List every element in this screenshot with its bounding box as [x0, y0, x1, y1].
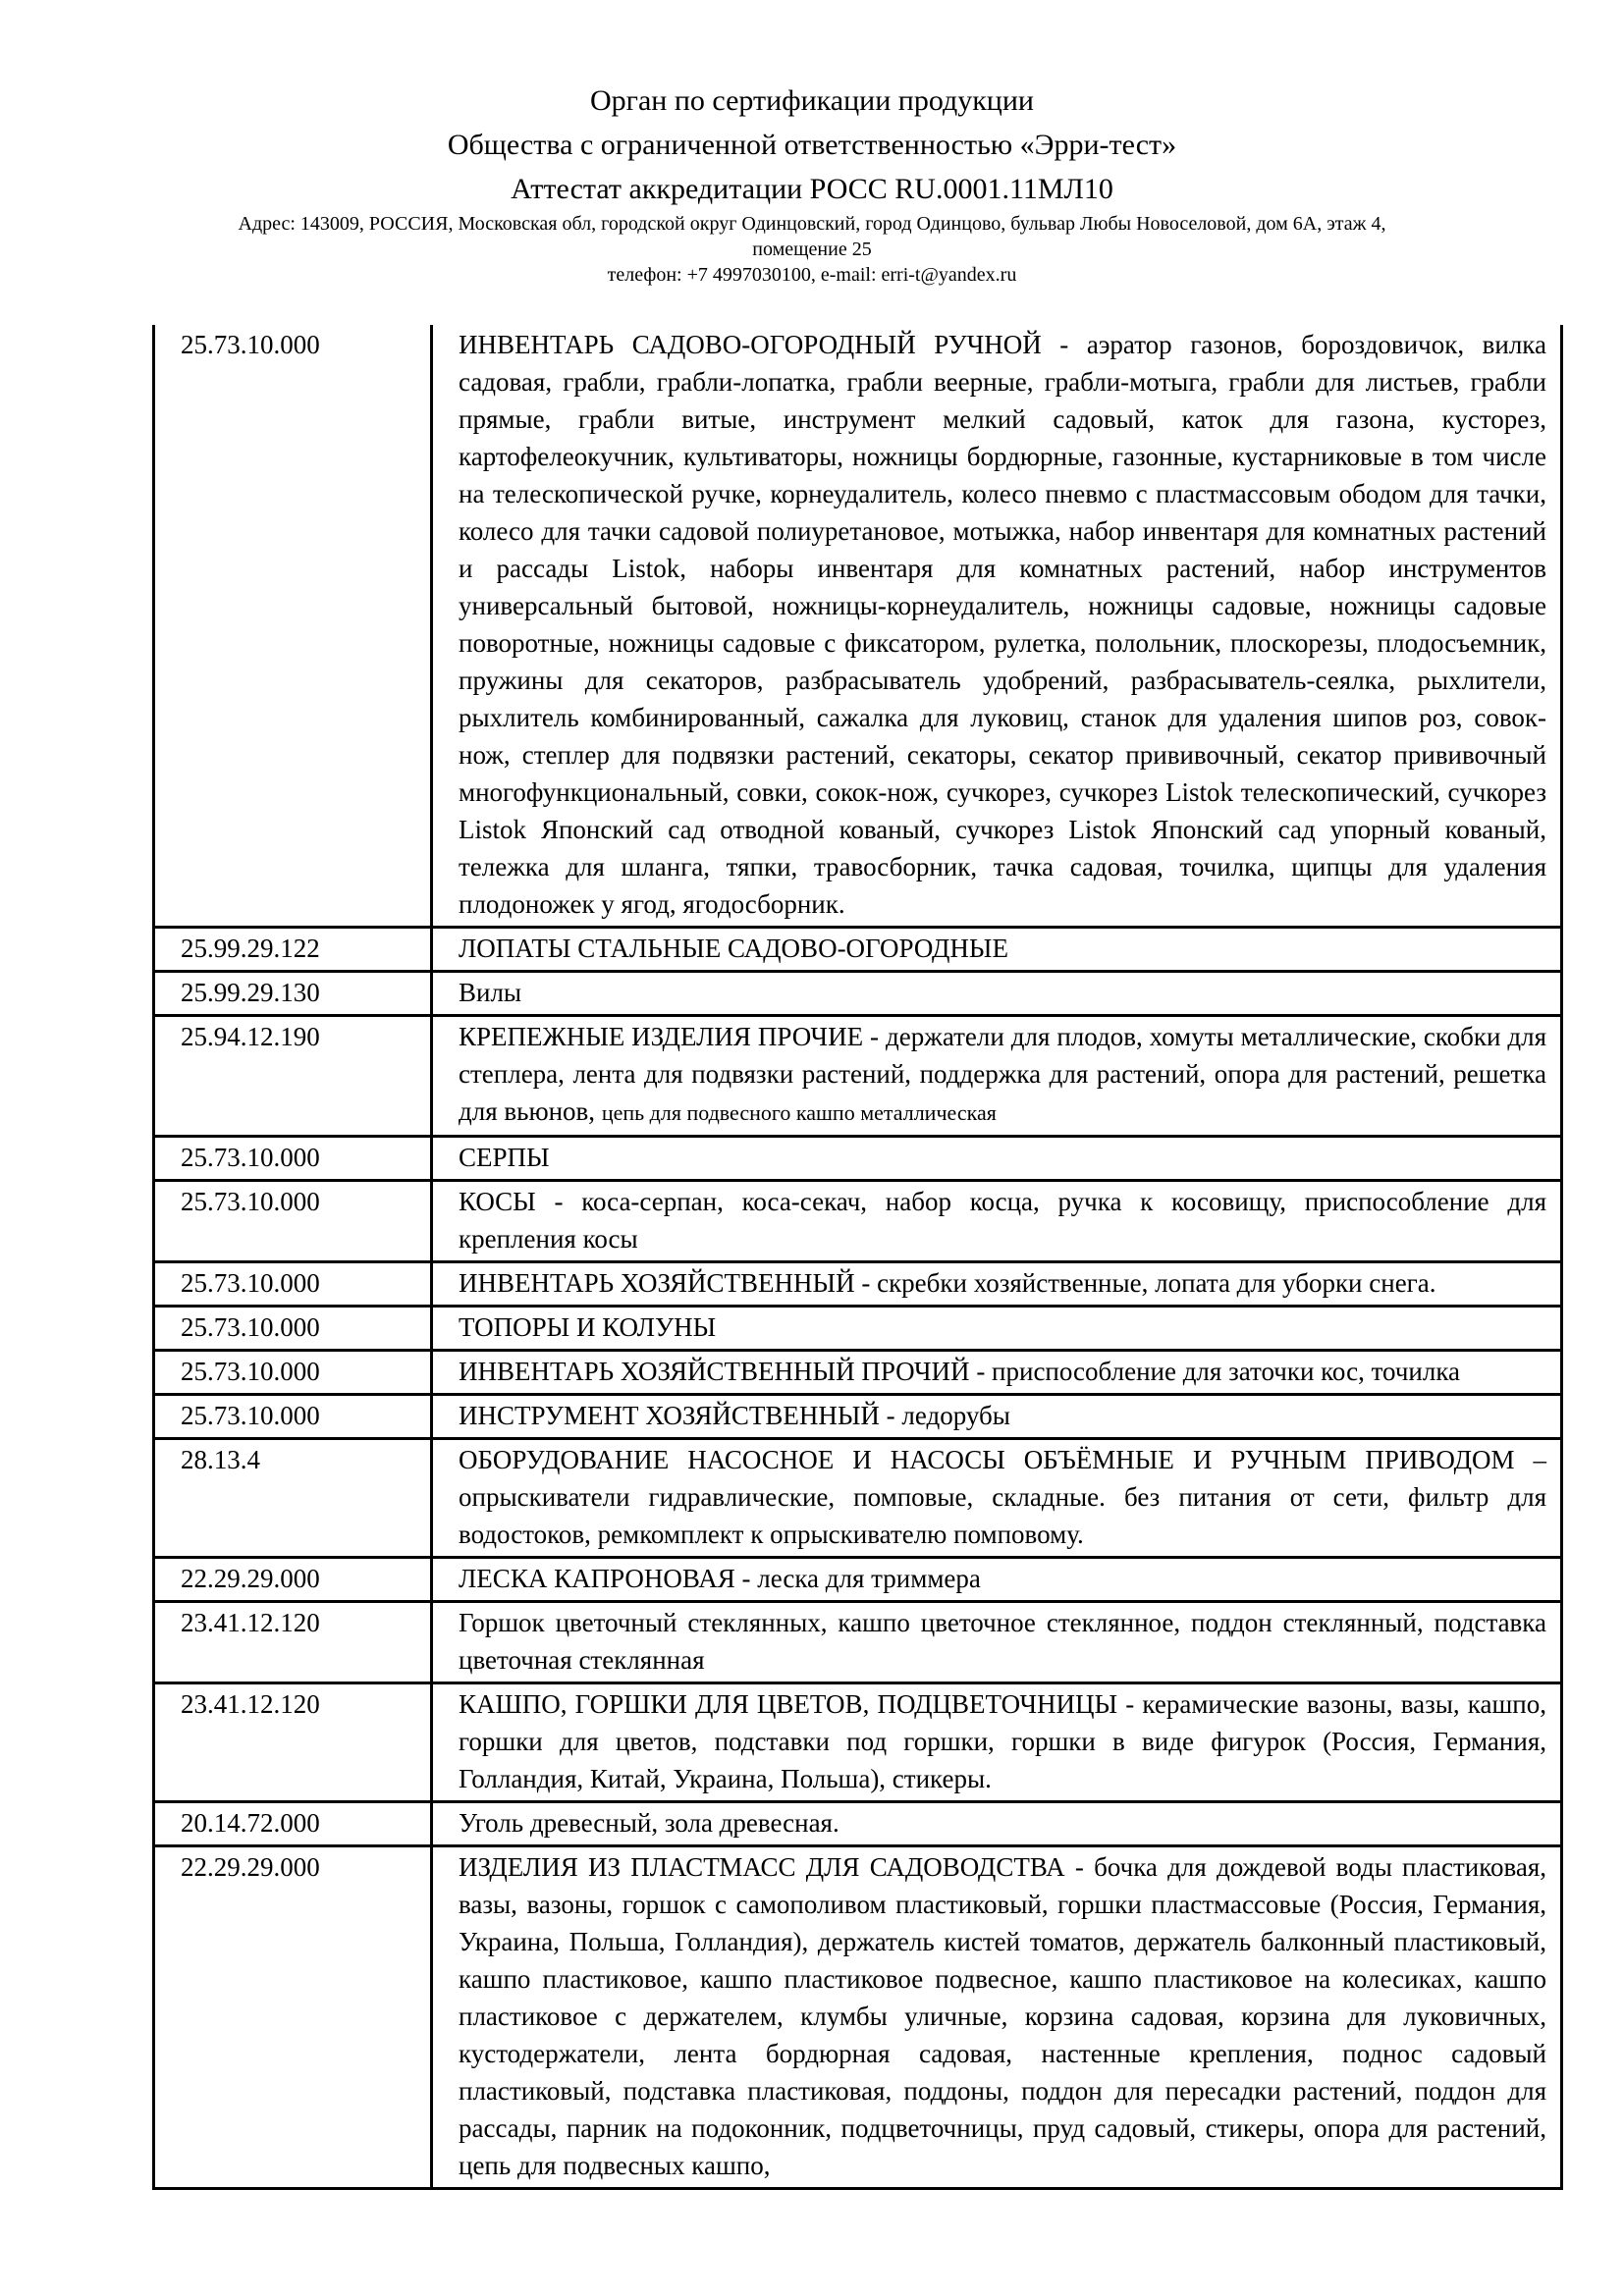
table-row — [154, 1683, 1562, 1802]
product-description — [432, 1846, 1562, 2189]
category-title: ОБОРУДОВАНИЕ НАСОСНОЕ И НАСОСЫ ОБЪЁМНЫЕ И РУЧНЫМ ПРИВОДОМ — [459, 1445, 1515, 1474]
category-title: ТОПОРЫ И КОЛУНЫ — [459, 1312, 717, 1342]
product-description — [432, 1307, 1562, 1351]
category-title: КАШПО, ГОРШКИ ДЛЯ ЦВЕТОВ, ПОДЦВЕТОЧНИЦЫ — [459, 1689, 1118, 1719]
table-row — [154, 1395, 1562, 1439]
product-code: 25.73.10.000 — [154, 325, 432, 928]
table-row — [154, 928, 1562, 972]
table-row — [154, 325, 1562, 928]
category-title: ЛЕСКА КАПРОНОВАЯ — [459, 1564, 735, 1593]
category-title: ИНВЕНТАРЬ САДОВО-ОГОРОДНЫЙ РУЧНОЙ — [459, 330, 1042, 359]
description-text: - коса-серпан, коса-секач, набор косца, ручка к косовищу, приспособление для крепления косы — [459, 1187, 1546, 1254]
description-text: - скребки хозяйственные, лопата для уборки снега. — [854, 1268, 1436, 1298]
product-code: 25.73.10.000 — [154, 1351, 432, 1395]
product-code: 22.29.29.000 — [154, 1558, 432, 1602]
product-description — [432, 1351, 1562, 1395]
table-row — [154, 1802, 1562, 1846]
product-code: 25.73.10.000 — [154, 1181, 432, 1262]
product-code: 25.73.10.000 — [154, 1137, 432, 1181]
category-title: ЛОПАТЫ СТАЛЬНЫЕ САДОВО-ОГОРОДНЫЕ — [459, 934, 1008, 963]
table-row — [154, 1016, 1562, 1137]
product-description — [432, 972, 1562, 1016]
address-line-2: помещение 25 — [752, 239, 872, 260]
products-table — [152, 325, 1563, 2190]
category-title: ИНСТРУМЕНТ ХОЗЯЙСТВЕННЫЙ — [459, 1401, 880, 1430]
product-code: 23.41.12.120 — [154, 1602, 432, 1683]
table-row — [154, 972, 1562, 1016]
description-text: Уголь древесный, зола древесная. — [459, 1808, 839, 1838]
category-title: ИНВЕНТАРЬ ХОЗЯЙСТВЕННЫЙ — [459, 1268, 855, 1298]
product-description — [432, 1439, 1562, 1558]
product-description — [432, 1137, 1562, 1181]
product-description — [432, 1683, 1562, 1802]
table-row — [154, 1558, 1562, 1602]
certification-body-title: Орган по сертификации продукции — [590, 84, 1034, 117]
organization-name: Общества с ограниченной ответственностью «Эрри-тест» — [447, 129, 1177, 161]
description-text: Вилы — [459, 978, 522, 1007]
description-text: - приспособление для заточки кос, точилка — [969, 1357, 1461, 1386]
document-header — [0, 79, 1624, 288]
product-description — [432, 1181, 1562, 1262]
product-code: 23.41.12.120 — [154, 1683, 432, 1802]
product-description — [432, 1802, 1562, 1846]
product-code: 20.14.72.000 — [154, 1802, 432, 1846]
product-code: 25.73.10.000 — [154, 1395, 432, 1439]
contact-line: телефон: +7 4997030100, e-mail: erri-t@yandex.ru — [607, 264, 1017, 286]
category-title: СЕРПЫ — [459, 1143, 550, 1172]
description-text-small: цепь для подвесного кашпо металлическая — [601, 1100, 997, 1125]
products-table-body — [154, 325, 1562, 2189]
table-row — [154, 1262, 1562, 1307]
product-code: 25.73.10.000 — [154, 1262, 432, 1307]
product-code: 25.73.10.000 — [154, 1307, 432, 1351]
product-description — [432, 1395, 1562, 1439]
category-title: ИЗДЕЛИЯ ИЗ ПЛАСТМАСС ДЛЯ САДОВОДСТВА — [459, 1852, 1065, 1882]
table-row — [154, 1307, 1562, 1351]
table-row — [154, 1439, 1562, 1558]
product-description — [432, 928, 1562, 972]
table-row — [154, 1602, 1562, 1683]
address-line-1: Адрес: 143009, РОССИЯ, Московская обл, городской округ Одинцовский, город Одинцово, бульвар Любы Новоселовой, дом 6А, этаж 4, — [238, 213, 1386, 235]
category-title: КРЕПЕЖНЫЕ ИЗДЕЛИЯ ПРОЧИЕ — [459, 1022, 864, 1051]
table-row — [154, 1351, 1562, 1395]
description-text: - держатели для плодов, хомуты металлические, скобки для степлера, лента для подвязки растений, поддержка для растений, опора для растений, решетка для вьюнов, — [459, 1022, 1546, 1126]
category-title: ИНВЕНТАРЬ ХОЗЯЙСТВЕННЫЙ ПРОЧИЙ — [459, 1357, 970, 1386]
product-code: 25.99.29.130 — [154, 972, 432, 1016]
accreditation-certificate: Аттестат аккредитации РОСС RU.0001.11МЛ10 — [511, 173, 1113, 205]
product-description — [432, 1016, 1562, 1137]
description-text: - бочка для дождевой воды пластиковая, вазы, вазоны, горшок с самополивом пластиковый, горшки пластмассовые (Россия, Германия, Украина, Польша, Голландия), держатель кистей томатов, держатель балконный пластиковый, кашпо пластиковое, кашпо пластиковое подвесное, кашпо пластиковое на колесиках, кашпо пластиковое с держателем, клумбы уличные, корзина садовая, корзина для луковичных, кустодержатели, лента бордюрная садовая, настенные крепления, поднос садовый пластиковый, подставка пластиковая, поддоны, поддон для пересадки растений, поддон для рассады, парник на подоконник, подцветочницы, пруд садовый, стикеры, опора для растений, цепь для подвесных кашпо, — [459, 1852, 1546, 2180]
description-text: - ледорубы — [879, 1401, 1010, 1430]
product-code: 25.99.29.122 — [154, 928, 432, 972]
description-text: - леска для триммера — [734, 1564, 981, 1593]
description-text: – опрыскиватели гидравлические, помповые, складные. без питания от сети, фильтр для водостоков, ремкомплект к опрыскивателю помповому. — [459, 1445, 1546, 1549]
product-code: 22.29.29.000 — [154, 1846, 432, 2189]
description-text: - аэратор газонов, бороздовичок, вилка садовая, грабли, грабли-лопатка, грабли веерные, грабли-мотыга, грабли для листьев, грабли прямые, грабли витые, инструмент мелкий садовый, каток для газона, кусторез, картофелеокучник, культиваторы, ножницы бордюрные, газонные, кустарниковые в том числе на телескопической ручке, корнеудалитель, колесо пневмо с пластмассовым ободом для тачки, колесо для тачки садовой полиуретановое, мотыжка, набор инвентаря для комнатных растений и рассады Listok, наборы инвентаря для комнатных растений, набор инструментов универсальный бытовой, ножницы-корнеудалитель, ножницы садовые, ножницы садовые поворотные, ножницы садовые с фиксатором, рулетка, полольник, плоскорезы, плодосъемник, пружины для секаторов, разбрасыватель удобрений, разбрасыватель-сеялка, рыхлители, рыхлитель комбинированный, сажалка для луковиц, станок для удаления шипов роз, совок-нож, степлер для подвязки растений, секаторы, секатор прививочный, секатор прививочный многофункциональный, совки, сокок-нож, сучкорез, сучкорез Listok телескопический, сучкорез Listok Японский сад отводной кованый, сучкорез Listok Японский сад упорный кованый, тележка для шланга, тяпки, травосборник, тачка садовая, точилка, щипцы для удаления плодоножек у ягод, ягодосборник. — [459, 330, 1546, 919]
table-row — [154, 1181, 1562, 1262]
category-title: КОСЫ — [459, 1187, 536, 1216]
table-row — [154, 1137, 1562, 1181]
product-description — [432, 1558, 1562, 1602]
product-description — [432, 1602, 1562, 1683]
table-row — [154, 1846, 1562, 2189]
description-text: Горшок цветочный стеклянных, кашпо цветочное стеклянное, поддон стеклянный, подставка цветочная стеклянная — [459, 1608, 1546, 1675]
product-description — [432, 1262, 1562, 1307]
description-text: - керамические вазоны, вазы, кашпо, горшки для цветов, подставки под горшки, горшки в виде фигурок (Россия, Германия, Голландия, Китай, Украина, Польша), стикеры. — [459, 1689, 1546, 1793]
product-code: 25.94.12.190 — [154, 1016, 432, 1137]
product-description — [432, 325, 1562, 928]
product-code: 28.13.4 — [154, 1439, 432, 1558]
